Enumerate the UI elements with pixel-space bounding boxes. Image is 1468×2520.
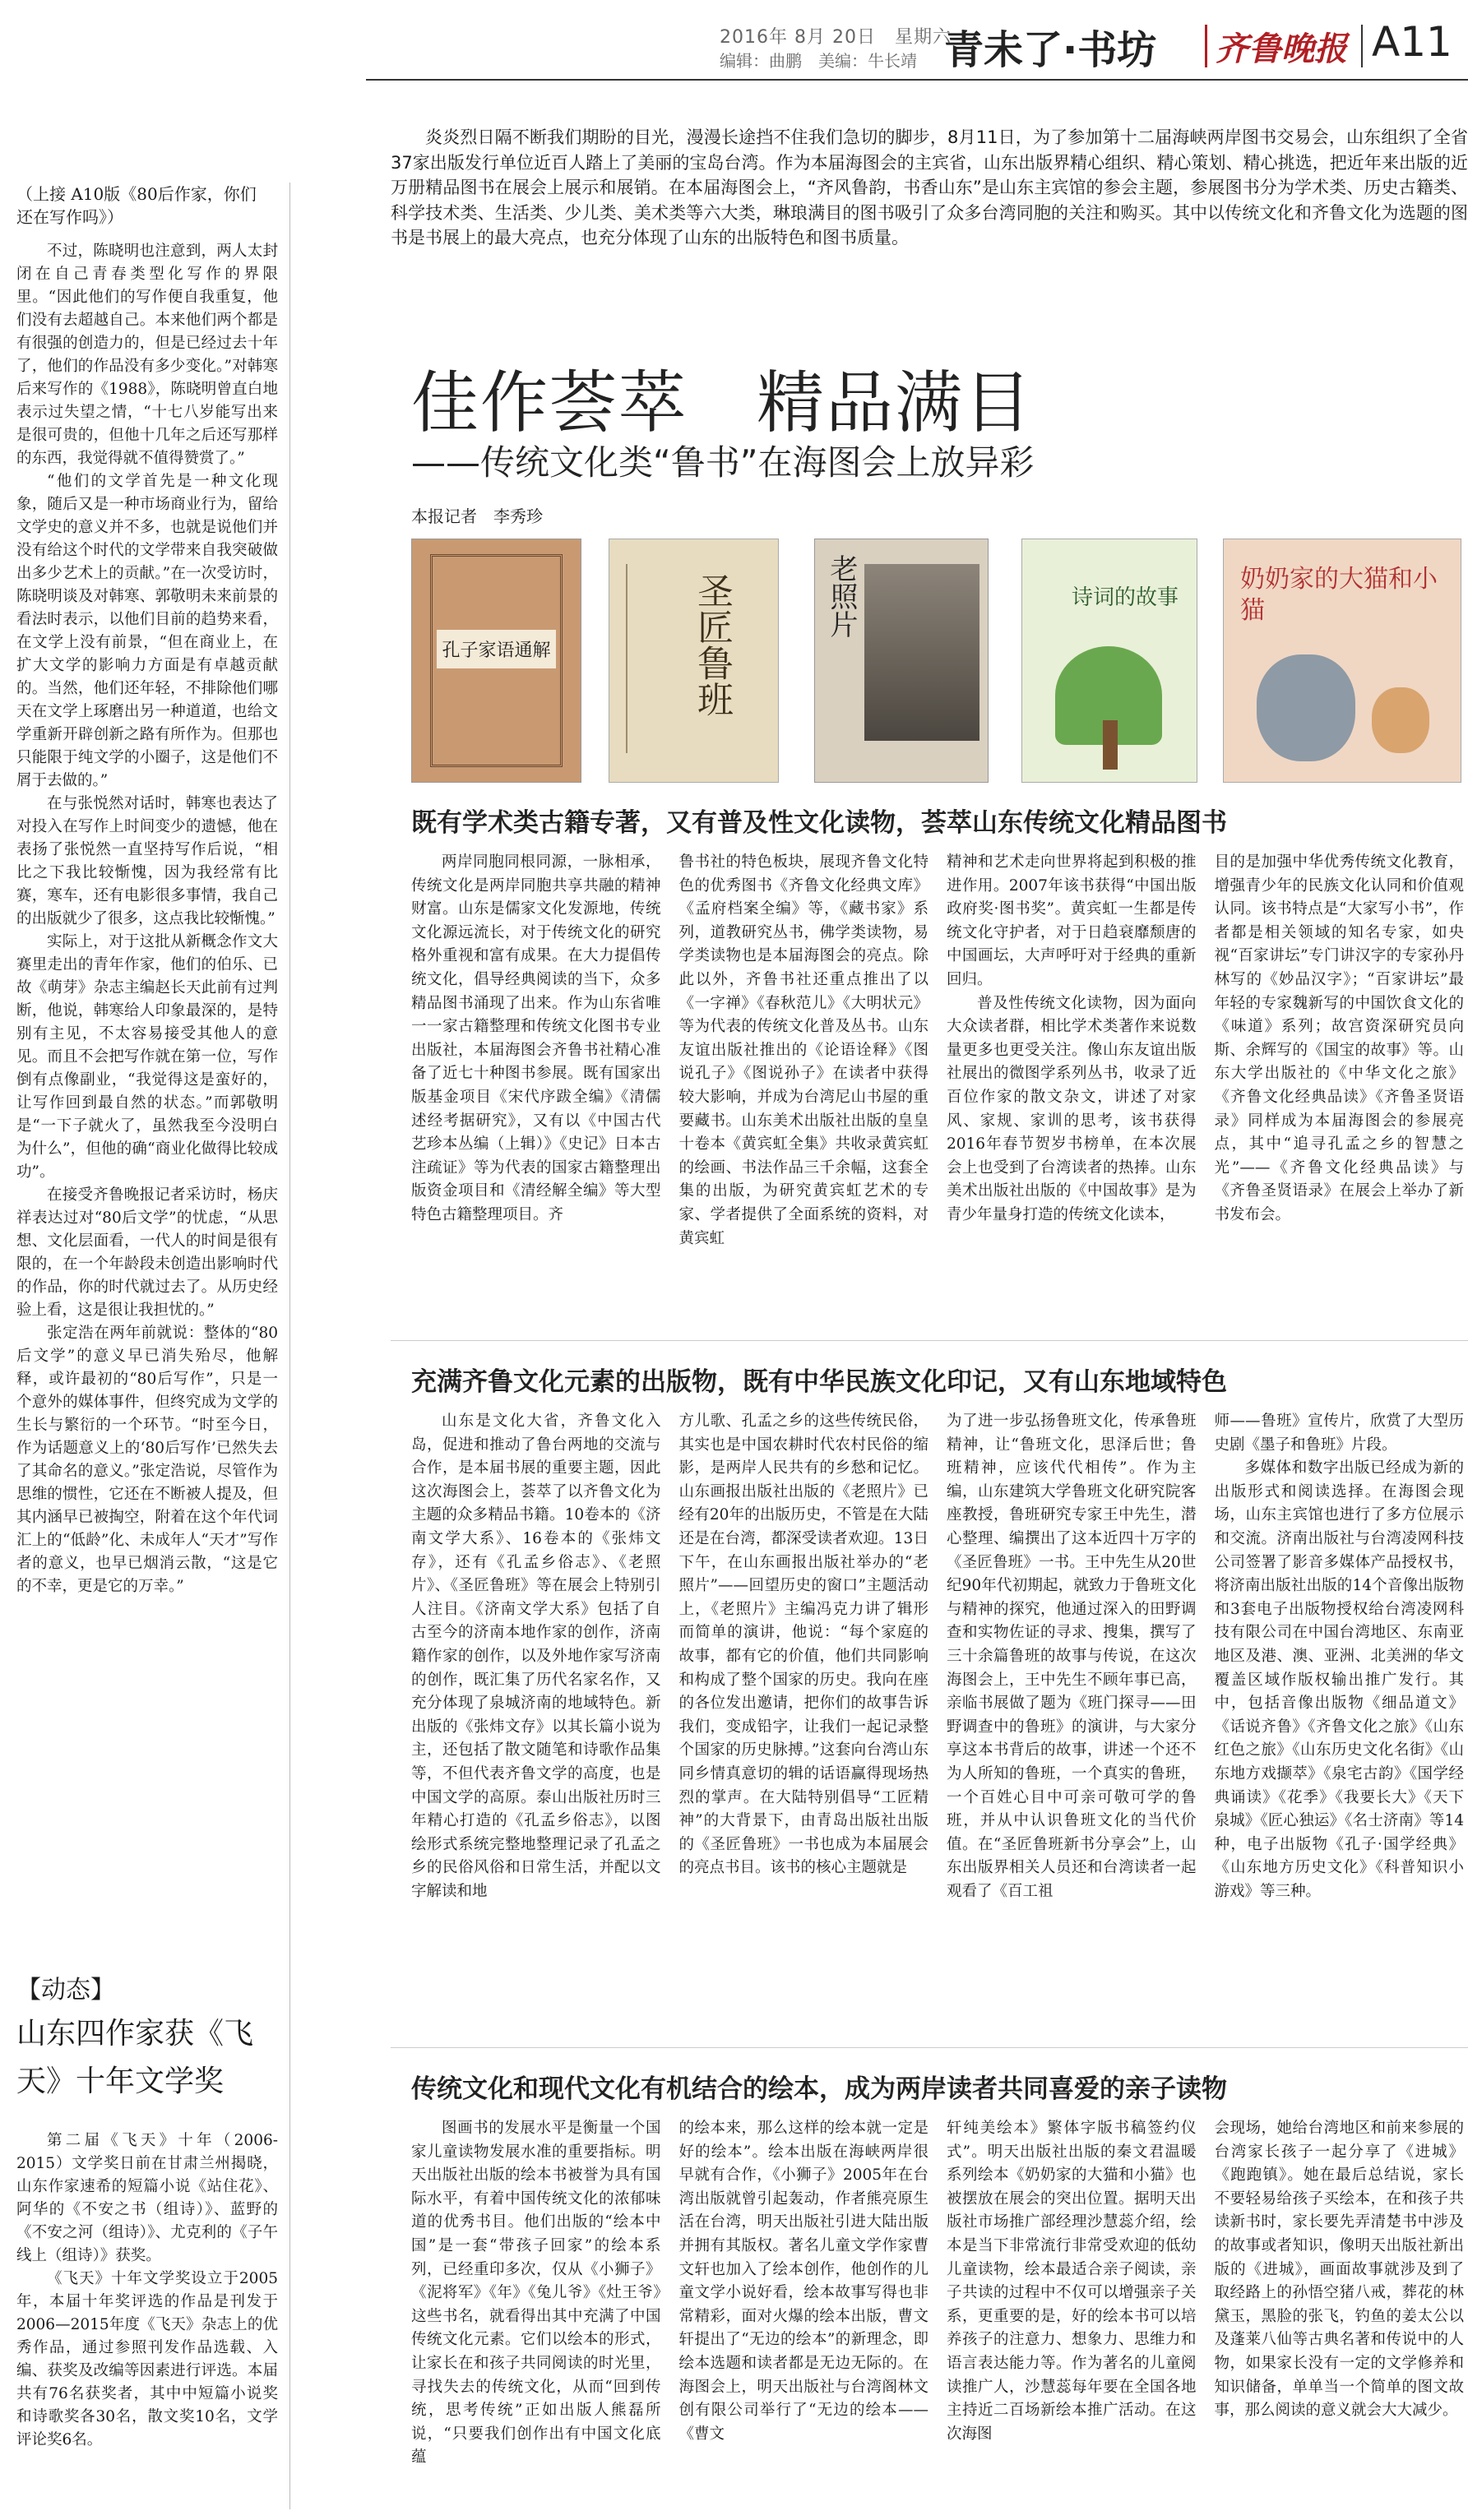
issue-date: 2016年 8月 20日 星期六	[720, 27, 952, 48]
paragraph: 鲁书社的特色板块，展现齐鲁文化特色的优秀图书《齐鲁文化经典文库》《孟府档案全编》等，《藏书家》系列，道教研究丛书，佛学类读物，易学类读物也是本届海图会的亮点。除此以外，齐鲁书社还重点推出了以《一字禅》《春秋范儿》《大明状元》等为代表的传统文化普及丛书。山东友谊出版社推出的《论语诠释》《图说孔子》《图说孙子》在读者中获得较大影响，并成为台湾尼山书屋的重要藏书。山东美术出版社出版的皇皇十卷本《黄宾虹全集》共收录黄宾虹的绘画、书法作品三千余幅，这套全集的出版，为研究黄宾虹艺术的专家、学者提供了全面系统的资料，对黄宾虹	[678, 853, 928, 1247]
main-title: 佳作荟萃 精品满目	[411, 364, 1034, 442]
book-title: 老照片	[825, 554, 858, 638]
text-column	[679, 2117, 929, 2512]
paragraph: 的绘本来，那么这样的绘本就一定是好的绘本”。绘本出版在海峡两岸很早就有合作，《小狮子》2005年在台湾出版就曾引起轰动，作者熊亮原生活在台湾，明天出版社引进大陆出版并拥有其版权。著名儿童文学作家曹文轩也加入了绘本创作，他创作的儿童文学小说好看，绘本故事写得也非常精彩，面对火爆的绘本出版，曹文轩提出了“无边的绘本”的新理念，即绘本选题和读者都是无边无际的。在海图会上，明天出版社与台湾阁林文创有限公司举行了“无边的绘本——《曹文	[678, 2120, 928, 2443]
paragraph: 多媒体和数字出版已经成为新的出版形式和阅读选择。在海图会现场，山东主宾馆也进行了多方位展示和交流。济南出版社与台湾凌网科技公司签署了影音多媒体产品授权书，将济南出版社出版的14个音像出版物和3套电子出版物授权给台湾凌网科技有限公司在中国台湾地区、东南亚地区及港、澳、亚洲、北美洲的华文覆盖区域作版权输出推广发行。其中，包括音像出版物《细品道文》《话说齐鲁》《齐鲁文化之旅》《山东红色之旅》《山东历史文化名街》《山东地方戏撷萃》《泉宅古韵》《国学经典诵读》《花季》《我要长大》《天下泉城》《匠心独运》《名士济南》等14种，电子出版物《孔子·国学经典》《山东地方历史文化》《科普知识小游戏》等三种。	[1214, 1459, 1464, 1900]
book-title: 奶奶家的大猫和小猫	[1240, 565, 1438, 625]
paragraph: 山东是文化大省，齐鲁文化入岛，促进和推动了鲁台两地的交流与合作，是本届书展的重要主题，因此这次海图会上，荟萃了以齐鲁文化为主题的众多精品书籍。10卷本的《济南文学大系》、16卷本的《张炜文存》，还有《孔孟乡俗志》、《老照片》、《圣匠鲁班》等在展会上特别引人注目。《济南文学大系》包括了自古至今的济南本地作家的创作，济南籍作家的创作，以及外地作家写济南的创作，既汇集了历代名家名作，又充分体现了泉城济南的地域特色。新出版的《张炜文存》以其长篇小说为主，还包括了散文随笔和诗歌作品集等，不但代表齐鲁文学的高度，也是中国文学的高原。泰山出版社历时三年精心打造的《孔孟乡俗志》，以图绘形式系统完整地整理记录了孔孟之乡的民俗风俗和日常生活，并配以文字解读和地	[411, 1413, 661, 1900]
section-name: 青未了·书坊	[944, 27, 1157, 73]
book-cover-old-photos	[814, 539, 989, 783]
text-column	[947, 1410, 1197, 2035]
subtitle: ——传统文化类“鲁书”在海图会上放异彩	[411, 442, 1035, 483]
left-paragraph: 在接受齐鲁晚报记者采访时，杨庆祥表达过对“80后文学”的忧虑，“从思想、文化层面看，一代人的时间是很有限的，在一个年龄段未创造出影响时代的作品，你的时代就过去了。从历史经验上看，这是很让我担忧的。”	[16, 1186, 278, 1319]
continued-note: （上接 A10版《80后作家，你们还在写作吗》）	[16, 184, 257, 227]
page-number: A11	[1372, 18, 1452, 66]
editor-credit: 编辑：曲鹏 美编：牛长靖	[720, 51, 917, 71]
dynamic-title: 山东四作家获《飞天》十年文学奖	[16, 2017, 254, 2098]
book-title: 圣匠鲁班	[691, 572, 733, 717]
section-3-body	[411, 2117, 1464, 2512]
section-1-body	[411, 851, 1464, 1328]
paragraph: 两岸同胞同根同源，一脉相承，传统文化是两岸同胞共享共融的精神财富。山东是儒家文化发源地，传统文化源远流长，对于传统文化的研究格外重视和富有成果。在大力提倡传统文化，倡导经典阅读的当下，众多精品图书涌现了出来。作为山东省唯一一家古籍整理和传统文化图书专业出版社，本届海图会齐鲁书社精心准备了近七十种图书参展。既有国家出版基金项目《宋代序跋全编》《清儒述经考据研究》，又有以《中国古代艺珍本丛编（上辑）》《史记》日本古注疏证》等为代表的国家古籍整理出版资金项目和《清经解全编》等大型特色古籍整理项目。齐	[411, 853, 661, 1223]
book-cover-poetry	[1021, 539, 1197, 783]
paragraph: 方儿歌、孔孟之乡的这些传统民俗，其实也是中国农耕时代农村民俗的缩影，是两岸人民共有的乡愁和记忆。山东画报出版社出版的《老照片》已经有20年的出版历史，不管是在大陆还是在台湾，都深受读者欢迎。13日下午，在山东画报出版社举办的“老照片”——回望历史的窗口”主题活动上，《老照片》主编冯克力讲了辑形而简单的演讲，他说：“每个家庭的故事，都有它的价值，他们共同影响和构成了整个国家的历史。我向在座的各位发出邀请，把你们的故事告诉我们，变成铅字，让我们一起记录整个国家的历史脉搏。”这套向台湾山东同乡情真意切的辑的话语赢得现场热烈的掌声。在大陆特别倡导“工匠精神”的大背景下，由青岛出版社出版的《圣匠鲁班》一书也成为本届展会的亮点书目。该书的核心主题就是	[678, 1413, 928, 1877]
paragraph: 目的是加强中华优秀传统文化教育，增强青少年的民族文化认同和价值观认同。该书特点是“大家写小书”，作者都是相关领域的知名专家，如央视“百家讲坛”专门讲汉字的专家孙丹林写的《妙品汉字》；“百家讲坛”最年轻的专家魏新写的中国饮食文化的《味道》系列；故宫资深研究员向斯、余辉写的《国宝的故事》等。山东大学出版社的《中华文化之旅》《齐鲁文化经典品读》《齐鲁圣贤语录》同样成为本届海图会的参展亮点，其中“追寻孔孟之乡的智慧之光”——《齐鲁文化经典品读》与《齐鲁圣贤语录》在展会上举办了新书发布会。	[1214, 853, 1464, 1223]
paragraph: 图画书的发展水平是衡量一个国家儿童读物发展水准的重要指标。明天出版社出版的绘本书被誉为具有国际水平，有着中国传统文化的浓郁味道的优秀书目。他们出版的“绘本中国”是一套“带孩子回家”的绘本系列，已经重印多次，仅从《小狮子》《泥将军》《年》《兔儿爷》《灶王爷》这些书名，就看得出其中充满了中国传统文化元素。它们以绘本的形式，让家长在和孩子共同阅读的时光里，寻找失去的传统文化，从而“回到传统，思考传统”正如出版人熊磊所说，“只要我们创作出有中国文化底蕴	[411, 2120, 661, 2467]
byline: 本报记者 李秀珍	[411, 506, 543, 526]
left-paragraph: 不过，陈晓明也注意到，两人太封闭在自己青春类型化写作的界限里。“因此他们的写作便自我重复，他们没有去超越自己。本来他们两个都是有很强的创造力的，但是已经过去十年了，他们的作品没有多少变化。”对韩寒后来写作的《1988》，陈晓明曾直白地表示过失望之情，“十七八岁能写出来是很可贵的，但他十几年之后还写那样的东西，我觉得就不值得赞赏了。”	[16, 243, 278, 467]
book-cover-luban	[609, 539, 779, 783]
left-paragraph: 实际上，对于这批从新概念作文大赛里走出的青年作家，他们的伯乐、已故《萌芽》杂志主编赵长天此前有过判断，他说，韩寒给人印象最深的，是特别有主见，不太容易接受其他人的意见。而且不会把写作就在第一位，写作倒有点像副业，“我觉得这是蛮好的，让写作回到最自然的状态。”而郭敬明是“一下子就火了，虽然我至今没明白为什么”，但他的确“商业化做得比较成功”。	[16, 933, 278, 1181]
paragraph: 轩纯美绘本》繁体字版书稿签约仪式”。明天出版社出版的秦文君温暖系列绘本《奶奶家的大猫和小猫》也被摆放在展会的突出位置。据明天出版社市场推广部经理沙慧蕊介绍，绘本是当下非常流行非常受欢迎的低幼儿童读物，绘本最适合亲子阅读，亲子共读的过程中不仅可以增强亲子关系，更重要的是，好的绘本书可以培养孩子的注意力、想象力、思维力和语言表达能力等。作为著名的儿童阅读推广人，沙慧蕊每年要在全国各地主持近二百场新绘本推广活动。在这次海图	[947, 2120, 1197, 2443]
book-cover-cats	[1223, 539, 1461, 783]
dynamic-paragraph: 第二届《飞天》十年（2006-2015）文学奖日前在甘肃兰州揭晓，山东作家速希的短篇小说《站住花》、阿华的《不安之书（组诗）》、蓝野的《不安之河（组诗）》、尤克利的《子午线上（组诗）》获奖。	[16, 2132, 278, 2264]
section-divider	[391, 2047, 1468, 2048]
book-cover-kongzi	[411, 539, 581, 783]
left-paragraph: “他们的文学首先是一种文化现象，随后又是一种市场商业行为，留给文学史的意义并不多，也就是说他们并没有给这个时代的文学带来自我突破做出多少艺术上的贡献。”在一次受访时，陈晓明谈及对韩寒、郭敬明未来前景的看法时表示，以他们目前的趋势来看，在文学上没有前景，“但在商业上，在扩大文学的影响力方面是有卓越贡献的。当然，他们还年轻，不排除他们哪天在文学上琢磨出另一种道道，也给文学重新开辟创新之路有所作为。但那也只能限于纯文学的小圈子，这是他们不屑于去做的。”	[16, 473, 278, 789]
column-separator	[289, 183, 290, 2509]
text-column	[947, 2117, 1197, 2512]
section-heading-1: 既有学术类古籍专著，又有普及性文化读物，荟萃山东传统文化精品图书	[411, 808, 1227, 838]
section-heading-3: 传统文化和现代文化有机结合的绘本，成为两岸读者共同喜爱的亲子读物	[411, 2074, 1227, 2104]
lead-paragraph: 炎炎烈日隔不断我们期盼的目光，漫漫长途挡不住我们急切的脚步，8月11日，为了参加第十二届海峡两岸图书交易会，山东组织了全省37家出版发行单位近百人踏上了美丽的宝岛台湾。作为本届海图会的主宾省，山东出版界精心组织、精心策划、精心挑选，把近年来出版的近万册精品图书在展会上展示和展销。在本届海图会上，“齐风鲁韵，书香山东”是山东主宾馆的参会主题，参展图书分为学术类、历史古籍类、科学技术类、生活类、少儿类、美术类等六大类，琳琅满目的图书吸引了众多台湾同胞的关注和购买。其中以传统文化和齐鲁文化为选题的图书是书展上的最大亮点，也充分体现了山东的出版特色和图书质量。	[391, 127, 1468, 247]
book-title: 孔子家语通解	[437, 630, 556, 668]
dynamic-label: 【动态】	[16, 1976, 115, 2004]
book-title: 诗词的故事	[1072, 585, 1179, 610]
text-column	[947, 851, 1197, 1328]
header-divider-2	[1361, 25, 1363, 67]
left-paragraph: 在与张悦然对话时，韩寒也表达了对投入在写作上时间变少的遗憾，他在表扬了张悦然一直坚持写作后说，“相比之下我比较惭愧，因为我经常有比赛，寒车，还有电影很多事情，我自己的出版就少了很多，这点我比较惭愧。”	[16, 795, 278, 927]
newspaper-logo: 齐鲁晚报	[1216, 30, 1347, 68]
paragraph: 为了进一步弘扬鲁班文化，传承鲁班精神，让“鲁班文化，思泽后世；鲁班精神，应该代代相传”。作为主编，山东建筑大学鲁班文化研究院客座教授，鲁班研究专家王中先生，潜心整理、编撰出了这本近四十万字的《圣匠鲁班》一书。王中先生从20世纪90年代初期起，就致力于鲁班文化与精神的探究，他通过深入的田野调查和实物佐证的寻求、搜集，撰写了三十余篇鲁班的故事与传说，在这次海图会上，王中先生不顾年事已高，亲临书展做了题为《班门探寻——田野调查中的鲁班》的演讲，与大家分享这本书背后的故事，讲述一个还不为人所知的鲁班，一个真实的鲁班，一个百姓心目中可亲可敬可学的鲁班，并从中认识鲁班文化的当代价值。在“圣匠鲁班新书分享会”上，山东出版界相关人员还和台湾读者一起观看了《百工祖	[947, 1413, 1197, 1900]
text-column	[411, 851, 661, 1328]
left-column-article	[16, 240, 278, 1598]
left-paragraph: 张定浩在两年前就说：整体的“80后文学”的意义早已消失殆尽，他解释，或许最初的“80后写作”，只是一个意外的媒体事件，但终究成为文学的生长与繁衍的一个环节。“时至今日，作为话题意义上的‘80后写作’已然失去了其命名的意义。”张定浩说，尽管作为思维的惯性，它还在不断被人提及，但其内涵早已被掏空，附着在这个年代词汇上的“低龄”化、未成年人“天才”写作者的意义，也早已烟消云散，“这是它的不幸，更是它的万幸。”	[16, 1325, 278, 1595]
paragraph: 会现场，她给台湾地区和前来参展的台湾家长孩子一起分享了《进城》《跑跑镇》。她在最后总结说，家长不要轻易给孩子买绘本，在和孩子共读新书时，家长要先弄清楚书中涉及的故事或者知识，像明天出版社新出版的《进城》，画面故事就涉及到了取经路上的孙悟空猪八戒，葬花的林黛玉，黑脸的张飞，钓鱼的姜太公以及蓬莱八仙等古典名著和传说中的人物，如果家长没有一定的文学修养和知识储备，单单当一个简单的图文故事，那么阅读的意义就会大大减少。	[1214, 2120, 1464, 2420]
paragraph: 普及性传统文化读物，因为面向大众读者群，相比学术类著作来说数量更多也更受关注。像山东友谊出版社展出的微图学系列丛书，收录了近百位作家的散文杂文，讲述了对家风、家规、家训的思考，该书获得2016年春节贺岁书榜单，在本次展会上也受到了台湾读者的热捧。山东美术出版社出版的《中国故事》是为青少年量身打造的传统文化读本，	[947, 994, 1197, 1223]
text-column	[1215, 2117, 1465, 2512]
header-rule	[366, 79, 1468, 81]
header-divider	[1205, 25, 1207, 67]
text-column	[411, 1410, 661, 2035]
paragraph: 精神和艺术走向世界将起到积极的推进作用。2007年该书获得“中国出版政府奖·图书奖”。黄宾虹一生都是传统文化守护者，对于日趋衰靡颓唐的中国画坛，大声呼吁对于经典的重新回归。	[947, 853, 1197, 988]
dynamic-article	[16, 2129, 278, 2452]
text-column	[679, 1410, 929, 2035]
dynamic-paragraph: 《飞天》十年文学奖设立于2005年，本届十年奖评选的作品是刊发于2006—2015年度《飞天》杂志上的优秀作品，通过参照刊发作品选载、入编、获奖及改编等因素进行评选。本届共有76名获奖者，其中中短篇小说奖和诗歌奖各30名，散文奖10名，文学评论奖6名。	[16, 2270, 278, 2448]
text-column	[1215, 851, 1465, 1328]
section-heading-2: 充满齐鲁文化元素的出版物，既有中华民族文化印记，又有山东地域特色	[411, 1367, 1227, 1397]
section-divider	[391, 1340, 1468, 1341]
paragraph: 师——鲁班》宣传片，欣赏了大型历史剧《墨子和鲁班》片段。	[1214, 1413, 1464, 1454]
section-2-body	[411, 1410, 1464, 2035]
text-column	[1215, 1410, 1465, 2035]
text-column	[679, 851, 929, 1328]
text-column	[411, 2117, 661, 2512]
